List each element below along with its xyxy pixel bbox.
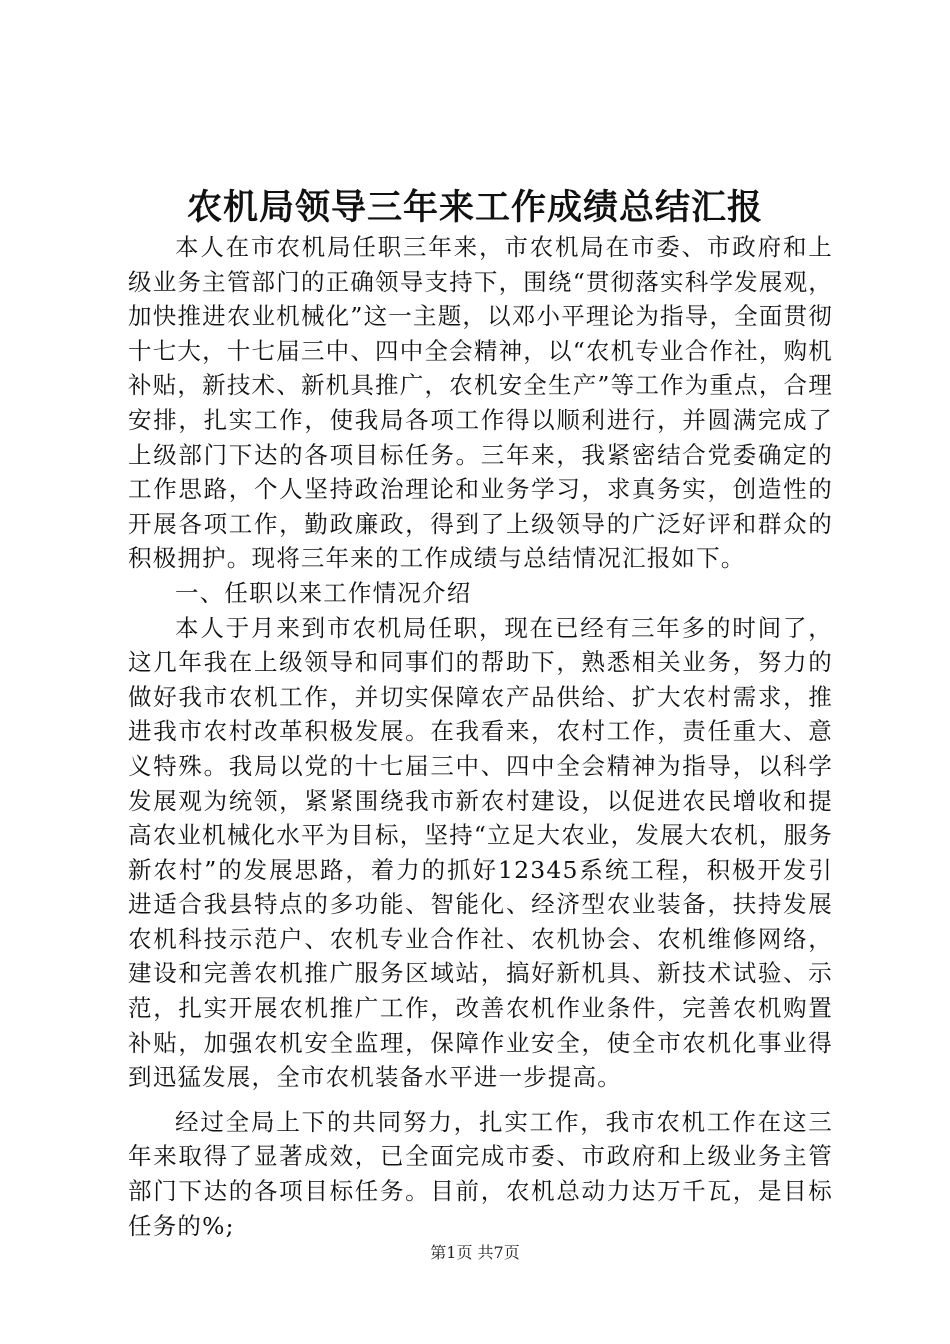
paragraph-intro: 本人在市农机局任职三年来，市农机局在市委、市政府和上级业务主管部门的正确领导支持下，围绕“贯彻落实科学发展观，加快推进农业机械化”这一主题，以邓小平理论为指导，全面贯彻十七大，十七届三中、四中全会精神，以“农机专业合作社，购机补贴，新技术、新机具推广，农机安全生产”等工作为重点，合理安排，扎实工作，使我局各项工作得以顺利进行，并圆满完成了上级部门下达的各项目标任务。三年来，我紧密结合党委确定的工作思路，个人坚持政治理论和业务学习，求真务实，创造性的开展各项工作，勤政廉政，得到了上级领导的广泛好评和群众的积极拥护。现将三年来的工作成绩与总结情况汇报如下。 <box>128 233 833 573</box>
document-title: 农机局领导三年来工作成绩总结汇报 <box>186 187 763 228</box>
document-body <box>128 230 833 1243</box>
section-heading: 一、任职以来工作情况介绍 <box>175 578 472 607</box>
paragraph-work-overview: 本人于月来到市农机局任职，现在已经有三年多的时间了，这几年我在上级领导和同事们的帮助下，熟悉相关业务，努力的做好我市农机工作，并切实保障农产品供给、扩大农村需求，推进我市农村改革积极发展。在我看来，农村工作，责任重大、意义特殊。我局以党的十七届三中、四中全会精神为指导，以科学发展观为统领，紧紧围绕我市新农村建设，以促进农民增收和提高农业机械化水平为目标，坚持“立足大农业，发展大农机，服务新农村”的发展思路，着力的抓好12345系统工程，积极开发引进适合我县特点的多功能、智能化、经济型农业装备，扶持发展农机科技示范户、农机专业合作社、农机协会、农机维修网络，建设和完善农机推广服务区域站，搞好新机具、新技术试验、示范，扎实开展农机推广工作，改善农机作业条件，完善农机购置补贴，加强农机安全监理，保障作业安全，使全市农机化事业得到迅猛发展，全市农机装备水平进一步提高。 <box>128 613 833 1092</box>
page-number-footer: 第1页 共7页 <box>430 1243 520 1262</box>
paragraph-achievements: 经过全局上下的共同努力，扎实工作，我市农机工作在这三年来取得了显著成效，已全面完成市委、市政府和上级业务主管部门下达的各项目标任务。目前，农机总动力达万千瓦，是目标任务的%; <box>128 1107 833 1240</box>
